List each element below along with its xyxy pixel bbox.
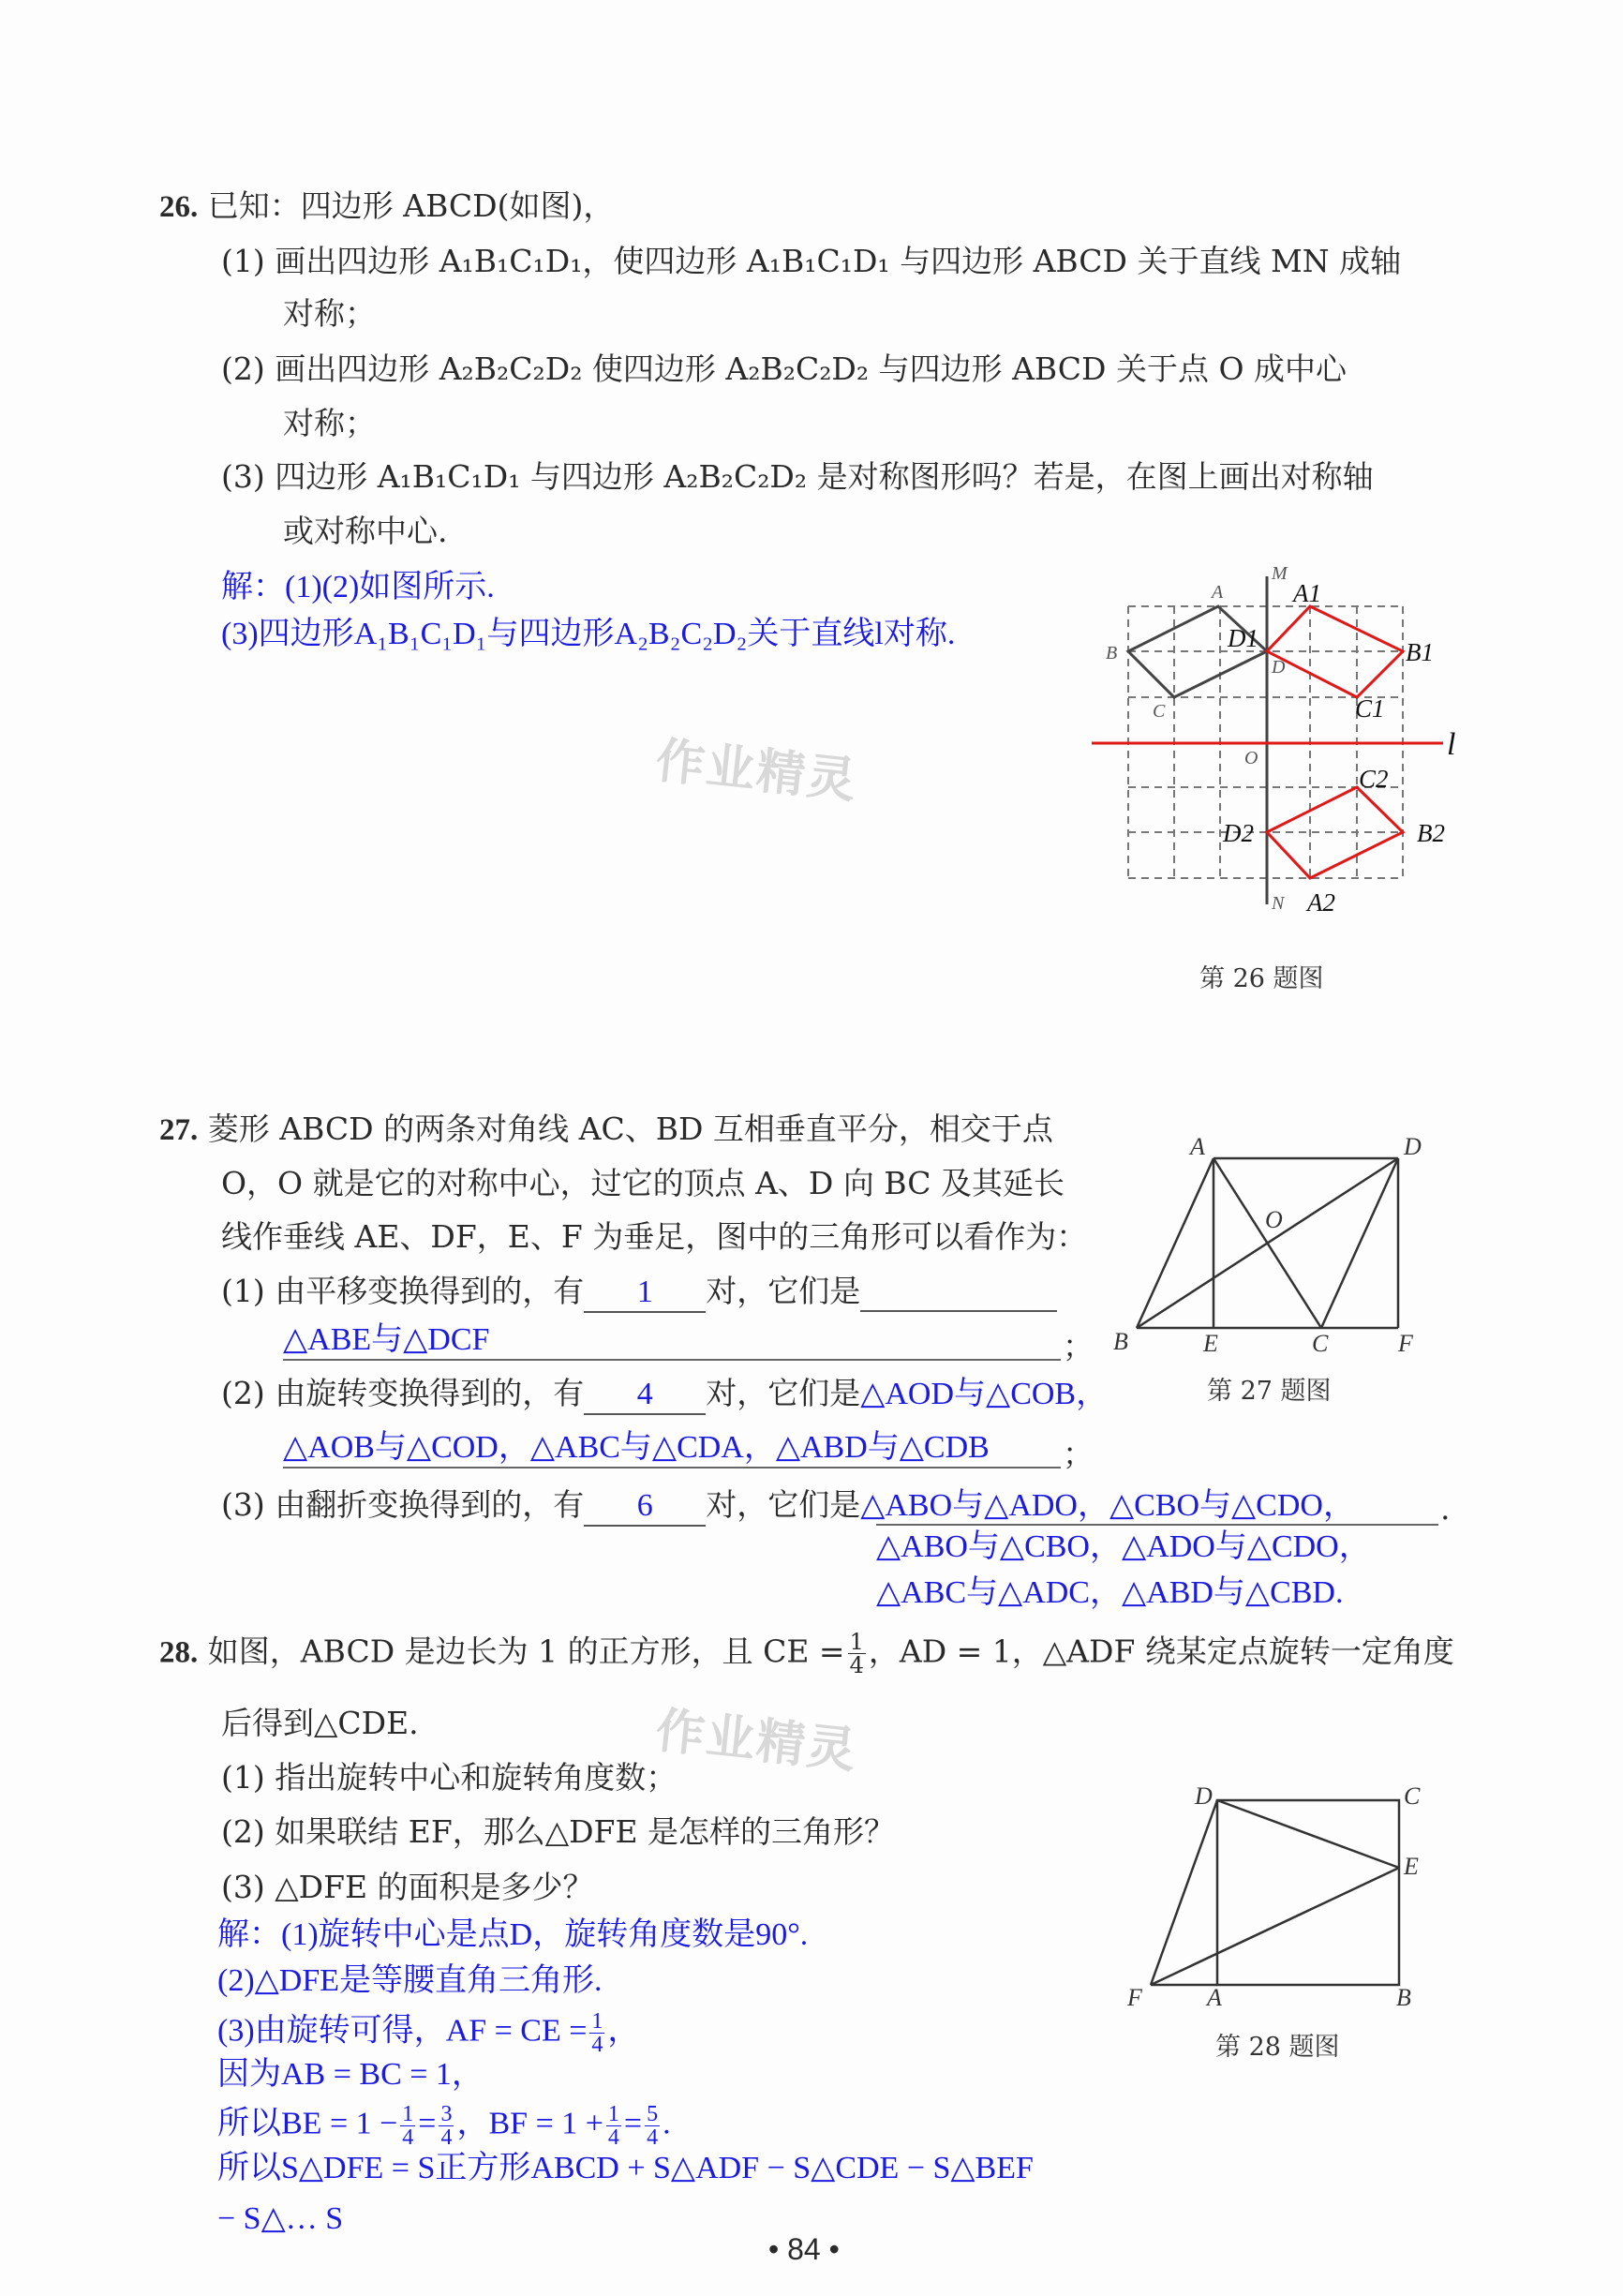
label-f: F (1398, 1330, 1413, 1357)
q27-part3 (221, 1486, 1355, 1527)
figure-26-caption: 第 26 题图 (1199, 964, 1324, 993)
label-m: M (1272, 563, 1288, 584)
figure-27 (1106, 1125, 1443, 1368)
figure-28-caption: 第 28 题图 (1215, 2033, 1340, 2062)
label-f: F (1127, 1984, 1142, 2011)
label-d2: D2 (1223, 819, 1254, 847)
numerator: 1 (607, 2102, 619, 2126)
period: . (1440, 1490, 1451, 1527)
answer-text: ，BF = 1 + (456, 2106, 603, 2141)
label-c1: C1 (1355, 694, 1385, 723)
label-a1: A1 (1293, 579, 1321, 607)
q27-part2-answer-1: △AOD与△COB， (860, 1377, 1109, 1411)
q28-answer-5 (217, 2103, 671, 2149)
label-a: A (1207, 1984, 1222, 2011)
q27-part2-count: 4 (584, 1376, 706, 1415)
q26-part2-cont: 对称； (283, 405, 376, 441)
q28-stem-2: 后得到△CDE. (221, 1705, 419, 1741)
figure-26 (1078, 553, 1499, 947)
q27-part3-count: 6 (584, 1487, 706, 1527)
figure-28 (1115, 1771, 1434, 2024)
q28-answer-6: 所以S△DFE = S正方形ABCD + S△ADF − S△CDE − S△BEF (217, 2151, 1034, 2185)
label-o: O (1265, 1206, 1283, 1233)
numerator: 3 (440, 2102, 453, 2126)
denominator: 4 (607, 2125, 619, 2150)
label-c2: C2 (1359, 765, 1389, 793)
label-c: C (1153, 701, 1166, 722)
fraction (400, 2103, 415, 2149)
answer-text: = (418, 2106, 437, 2141)
question-number: 27. (159, 1113, 199, 1147)
numerator: 5 (647, 2102, 659, 2126)
fraction (645, 2103, 660, 2149)
label-d1: D1 (1228, 624, 1258, 652)
q27-stem-2: O，O 就是它的对称中心，过它的顶点 A、D 向 BC 及其延长 (221, 1165, 1065, 1201)
q28-answer-7: − S△… S (217, 2201, 344, 2236)
q27-part3-prompt: (3) 由翻折变换得到的，有 (221, 1486, 585, 1523)
numerator: 1 (591, 2009, 603, 2034)
label-d: D (1195, 1782, 1213, 1810)
label-e: E (1404, 1853, 1419, 1880)
q28-answer-1: 解：(1)旋转中心是点D，旋转角度数是90°. (217, 1917, 809, 1952)
q27-part1-count: 1 (584, 1274, 706, 1313)
answer-line (283, 1359, 1061, 1361)
q27-part3-mid: 对，它们是 (706, 1486, 861, 1523)
q28-part2: (2) 如果联结 EF，那么△DFE 是怎样的三角形？ (221, 1813, 896, 1850)
q26-part1-cont: 对称； (283, 295, 376, 332)
cutoff-line (217, 2200, 592, 2236)
q27-part3-answer-3: △ABC与△ADC，△ABD与△CBD. (876, 1575, 1344, 1610)
answer-text: (3)由旋转可得，AF = CE = (217, 2013, 588, 2049)
q26-answer-1: 解：(1)(2)如图所示. (221, 570, 495, 604)
q27-part2-mid: 对，它们是 (706, 1375, 861, 1411)
label-c: C (1312, 1330, 1329, 1357)
denominator: 4 (402, 2125, 414, 2150)
q27-part1 (221, 1273, 1057, 1313)
numerator: 1 (402, 2102, 414, 2126)
label-b2: B2 (1417, 819, 1445, 847)
label-b: B (1106, 643, 1118, 663)
fraction (589, 2010, 604, 2056)
q27-part1-mid: 对，它们是 (706, 1273, 861, 1309)
q28-answer-2: (2)△DFE是等腰直角三角形. (217, 1963, 603, 1998)
answer-text: ， (607, 2013, 640, 2049)
answer-text: 所以BE = 1 − (217, 2106, 398, 2141)
page-number: • 84 • (768, 2232, 840, 2266)
denominator: 4 (440, 2125, 453, 2150)
label-a2: A2 (1307, 888, 1335, 917)
label-a: A (1212, 582, 1224, 603)
label-b: B (1396, 1984, 1411, 2011)
fraction (606, 2103, 621, 2149)
segment-fe (1151, 1868, 1399, 1985)
question-number: 26. (159, 190, 199, 224)
q26-part2: (2) 画出四边形 A₂B₂C₂D₂ 使四边形 A₂B₂C₂D₂ 与四边形 ABCD 关于点 O 成中心 (221, 350, 1348, 387)
denominator: 4 (849, 1652, 864, 1678)
q26-answer-2: (3)四边形A₁B₁C₁D₁与四边形A₂B₂C₂D₂关于直线l对称. (221, 617, 956, 651)
q26-part3: (3) 四边形 A₁B₁C₁D₁ 与四边形 A₂B₂C₂D₂ 是对称图形吗？若是，在图上画出对称轴 (221, 458, 1374, 495)
label-b1: B1 (1406, 638, 1434, 666)
denominator: 4 (591, 2033, 603, 2057)
watermark: 作业精灵 (652, 1702, 860, 1781)
label-c: C (1404, 1782, 1421, 1810)
q28-part1: (1) 指出旋转中心和旋转角度数； (221, 1759, 677, 1796)
q27-part3-answer-2: △ABO与△CBO，△ADO与△CDO， (876, 1529, 1371, 1564)
segment-de (1217, 1800, 1399, 1868)
label-d: D (1272, 657, 1286, 678)
label-n: N (1272, 893, 1285, 914)
q27-stem-text: 菱形 ABCD 的两条对角线 AC、BD 互相垂直平分，相交于点 (207, 1111, 1053, 1147)
q28-answer-4: 因为AB = BC = 1， (217, 2057, 484, 2092)
denominator: 4 (647, 2125, 659, 2150)
figure-27-caption: 第 27 题图 (1207, 1377, 1332, 1406)
numerator: 1 (849, 1629, 864, 1655)
q27-part1-prompt: (1) 由平移变换得到的，有 (221, 1273, 585, 1309)
q27-stem-1 (159, 1111, 1053, 1149)
q27-part2-prompt: (2) 由旋转变换得到的，有 (221, 1375, 585, 1411)
q27-part2-answer-2: △AOB与△COD，△ABC与△CDA，△ABD与△CDB (283, 1430, 990, 1465)
answer-text: = (623, 2106, 643, 2141)
fraction (848, 1631, 866, 1677)
q26-stem (159, 187, 614, 226)
square-abcd (1217, 1800, 1399, 1985)
q28-stem-text-2: ，AD = 1，△ADF 绕某定点旋转一定角度 (868, 1633, 1454, 1670)
q26-part3-cont: 或对称中心. (283, 513, 448, 549)
semicolon: ； (1063, 1328, 1094, 1364)
label-a: A (1190, 1133, 1205, 1160)
label-o: O (1244, 748, 1258, 768)
label-e: E (1203, 1330, 1218, 1357)
answer-line (876, 1524, 1438, 1526)
answer-line (283, 1467, 1061, 1469)
q27-part1-answer: △ABE与△DCF (283, 1322, 490, 1357)
question-number: 28. (159, 1635, 199, 1670)
fraction (439, 2103, 454, 2149)
label-b: B (1113, 1328, 1128, 1355)
q27-stem-3: 线作垂线 AE、DF，E、F 为垂足，图中的三角形可以看作为： (221, 1218, 1088, 1255)
q28-answer-3 (217, 2010, 639, 2056)
q27-part2 (221, 1375, 1108, 1415)
semicolon: ； (1063, 1436, 1094, 1472)
label-l: l (1447, 727, 1456, 762)
q28-stem-1 (159, 1631, 1454, 1677)
q28-stem-text: 如图，ABCD 是边长为 1 的正方形，且 CE = (207, 1633, 845, 1670)
q26-stem-text: 已知：四边形 ABCD(如图)， (207, 187, 615, 224)
answer-text: . (663, 2106, 671, 2141)
q27-part3-answer-1: △ABO与△ADO，△CBO与△CDO， (860, 1488, 1355, 1523)
q26-part1: (1) 画出四边形 A₁B₁C₁D₁，使四边形 A₁B₁C₁D₁ 与四边形 ABCD 关于直线 MN 成轴 (221, 243, 1402, 279)
watermark: 作业精灵 (652, 732, 860, 811)
q28-part3: (3) △DFE 的面积是多少？ (221, 1869, 594, 1905)
label-d: D (1404, 1133, 1422, 1160)
